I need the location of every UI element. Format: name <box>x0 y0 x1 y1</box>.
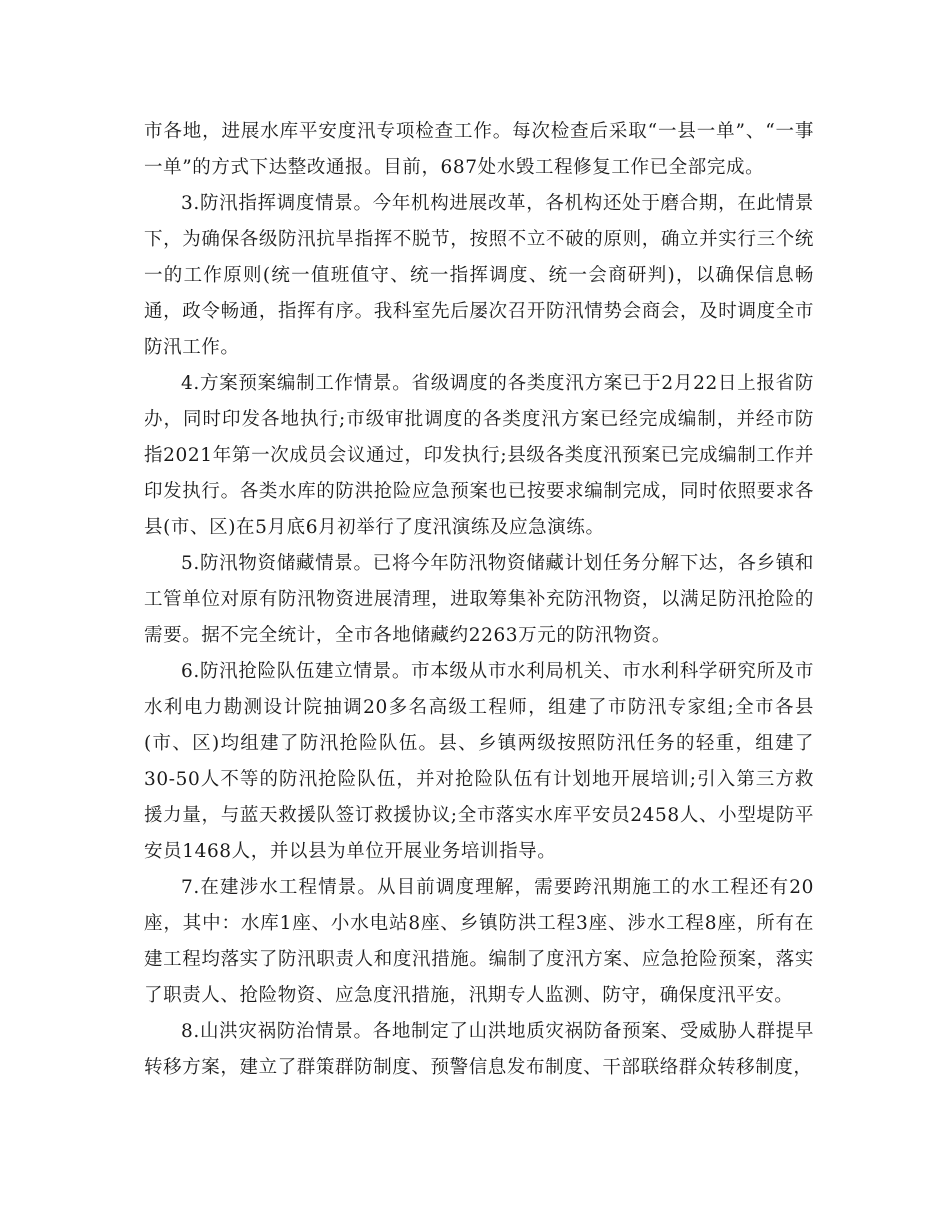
paragraph-flash-flood: 8.山洪灾祸防治情景。各地制定了山洪地质灾祸防备预案、受威胁人群提早转移方案，建立了群策群防制度、预警信息发布制度、干部联络群众转移制度， <box>144 1021 814 1078</box>
paragraph-continuation: 市各地，进展水库平安度汛专项检查工作。每次检查后采取“一县一单”、“一事一单”的方式下达整改通报。目前，687处水毁工程修复工作已全部完成。 <box>144 121 814 178</box>
paragraph-flood-command: 3.防汛指挥调度情景。今年机构进展改革，各机构还处于磨合期，在此情景下，为确保各级防汛抗旱指挥不脱节，按照不立不破的原则，确立并实行三个统一的工作原则(统一值班值守、统一指挥调度、统一会商研判)，以确保信息畅通，政令畅通，指挥有序。我科室先后屡次召开防汛情势会商会，及时调度全市防汛工作。 <box>144 193 814 358</box>
paragraph-material-storage: 5.防汛物资储藏情景。已将今年防汛物资储藏计划任务分解下达，各乡镇和工管单位对原有防汛物资进展清理，进取筹集补充防汛物资，以满足防汛抢险的需要。据不完全统计，全市各地储藏约2263万元的防汛物资。 <box>144 553 814 646</box>
paragraph-water-projects: 7.在建涉水工程情景。从目前调度理解，需要跨汛期施工的水工程还有20座，其中：水库1座、小水电站8座、乡镇防洪工程3座、涉水工程8座，所有在建工程均落实了防汛职责人和度汛措施。编制了度汛方案、应急抢险预案，落实了职责人、抢险物资、应急度汛措施，汛期专人监测、防守，确保度汛平安。 <box>144 877 814 1006</box>
paragraph-plan-compilation: 4.方案预案编制工作情景。省级调度的各类度汛方案已于2月22日上报省防办，同时印发各地执行;市级审批调度的各类度汛方案已经完成编制，并经市防指2021年第一次成员会议通过，印发执行;县级各类度汛预案已完成编制工作并印发执行。各类水库的防洪抢险应急预案也已按要求编制完成，同时依照要求各县(市、区)在5月底6月初举行了度汛演练及应急演练。 <box>144 373 814 538</box>
paragraph-rescue-team: 6.防汛抢险队伍建立情景。市本级从市水利局机关、市水利科学研究所及市水利电力勘测设计院抽调20多名高级工程师，组建了市防汛专家组;全市各县(市、区)均组建了防汛抢险队伍。县、乡镇两级按照防汛任务的轻重，组建了30-50人不等的防汛抢险队伍，并对抢险队伍有计划地开展培训;引入第三方救援力量，与蓝天救援队签订救援协议;全市落实水库平安员2458人、小型堤防平安员1468人，并以县为单位开展业务培训指导。 <box>144 661 814 862</box>
document-body <box>144 114 814 1086</box>
